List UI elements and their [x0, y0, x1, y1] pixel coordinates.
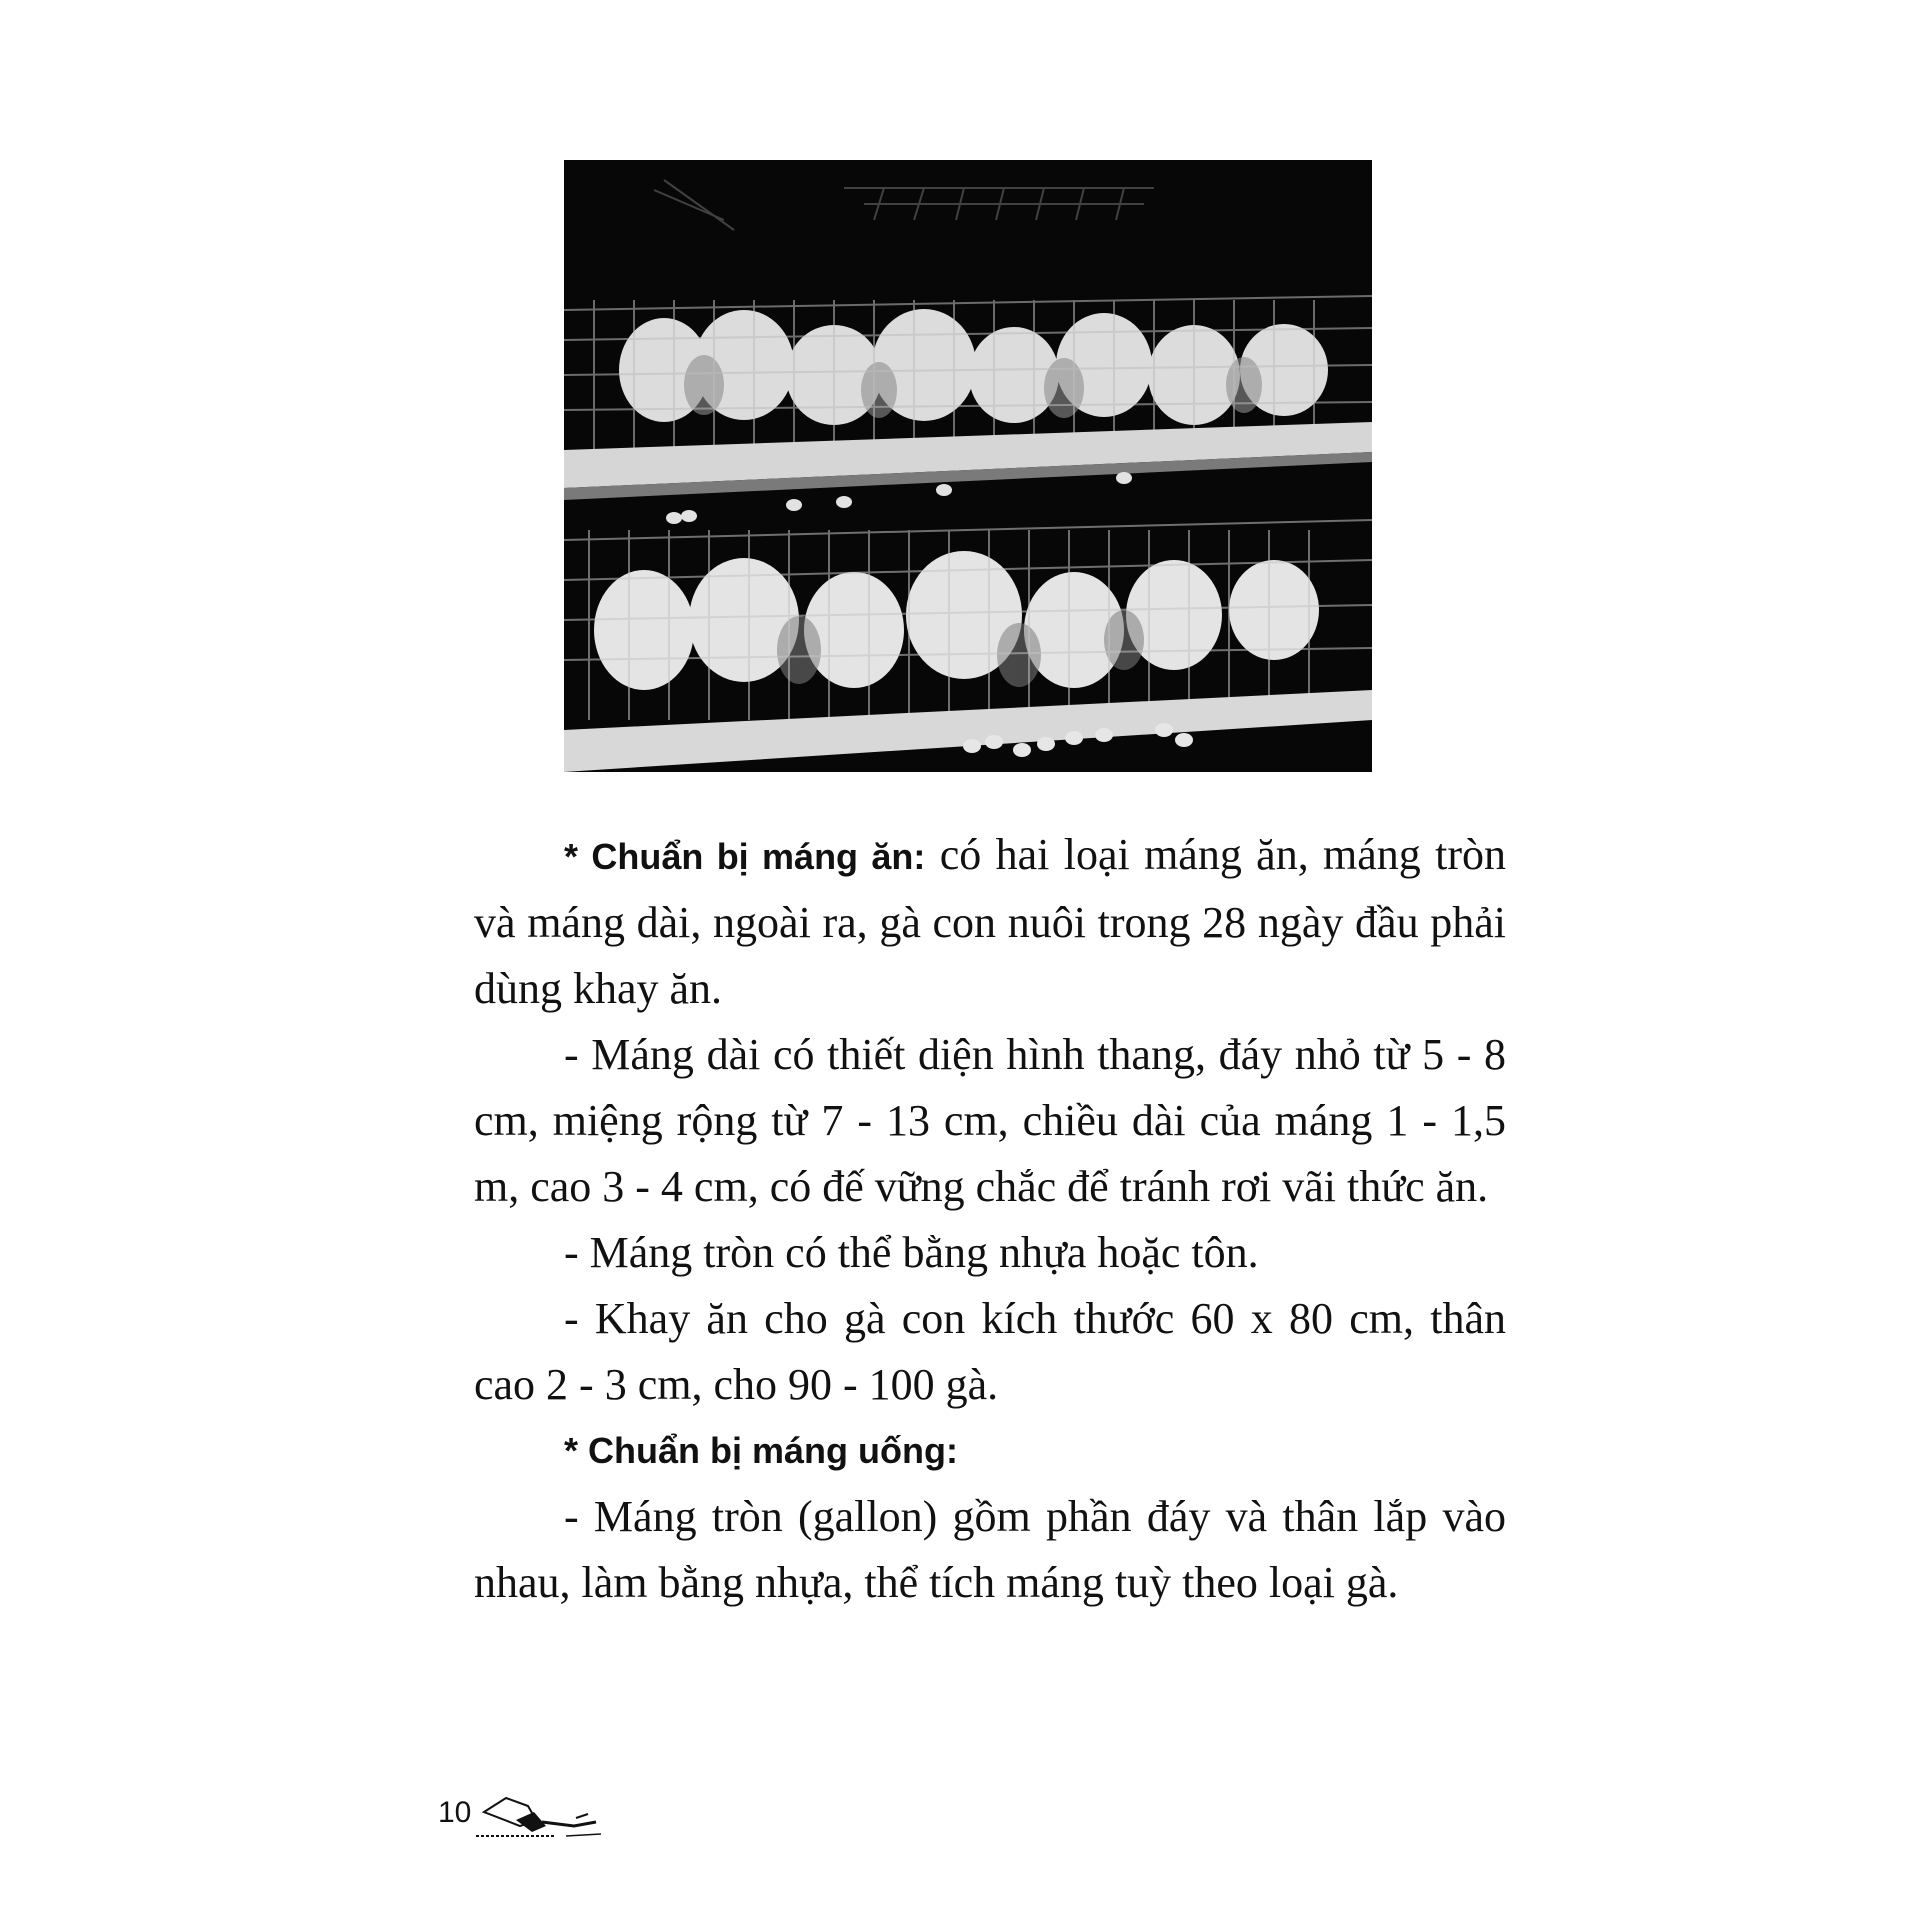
chicken-cage-photo	[564, 160, 1372, 772]
feeder-long-paragraph: - Máng dài có thiết diện hình thang, đáy nhỏ từ 5 - 8 cm, miệng rộng từ 7 - 13 cm, chiều dài của máng 1 - 1,5 m, cao 3 - 4 cm, có đế vững chắc để tránh rơi vãi thức ăn.	[474, 1030, 1506, 1211]
feeder-tray-paragraph: - Khay ăn cho gà con kích thước 60 x 80 cm, thân cao 2 - 3 cm, cho 90 - 100 gà.	[474, 1294, 1506, 1409]
caged-chickens-photo	[564, 160, 1372, 772]
pen-nib-ornament-icon	[476, 1792, 606, 1842]
page-footer	[436, 1792, 606, 1842]
feeder-heading: * Chuẩn bị máng ăn:	[564, 836, 926, 877]
feeder-round-paragraph: - Máng tròn có thể bằng nhựa hoặc tôn.	[564, 1228, 1259, 1277]
body-text	[474, 822, 1506, 1616]
drinker-heading: * Chuẩn bị máng uống:	[564, 1430, 958, 1471]
feeder-intro: có hai loại máng ăn, máng tròn và máng dài, ngoài ra, gà con nuôi trong 28 ngày đầu phải dùng khay ăn.	[474, 830, 1507, 1013]
drinker-round-paragraph: - Máng tròn (gallon) gồm phần đáy và thân lắp vào nhau, làm bằng nhựa, thể tích máng tuỳ theo loại gà.	[474, 1492, 1506, 1607]
feeder-paragraph	[474, 822, 1506, 1022]
page-number: 10	[438, 1796, 472, 1829]
